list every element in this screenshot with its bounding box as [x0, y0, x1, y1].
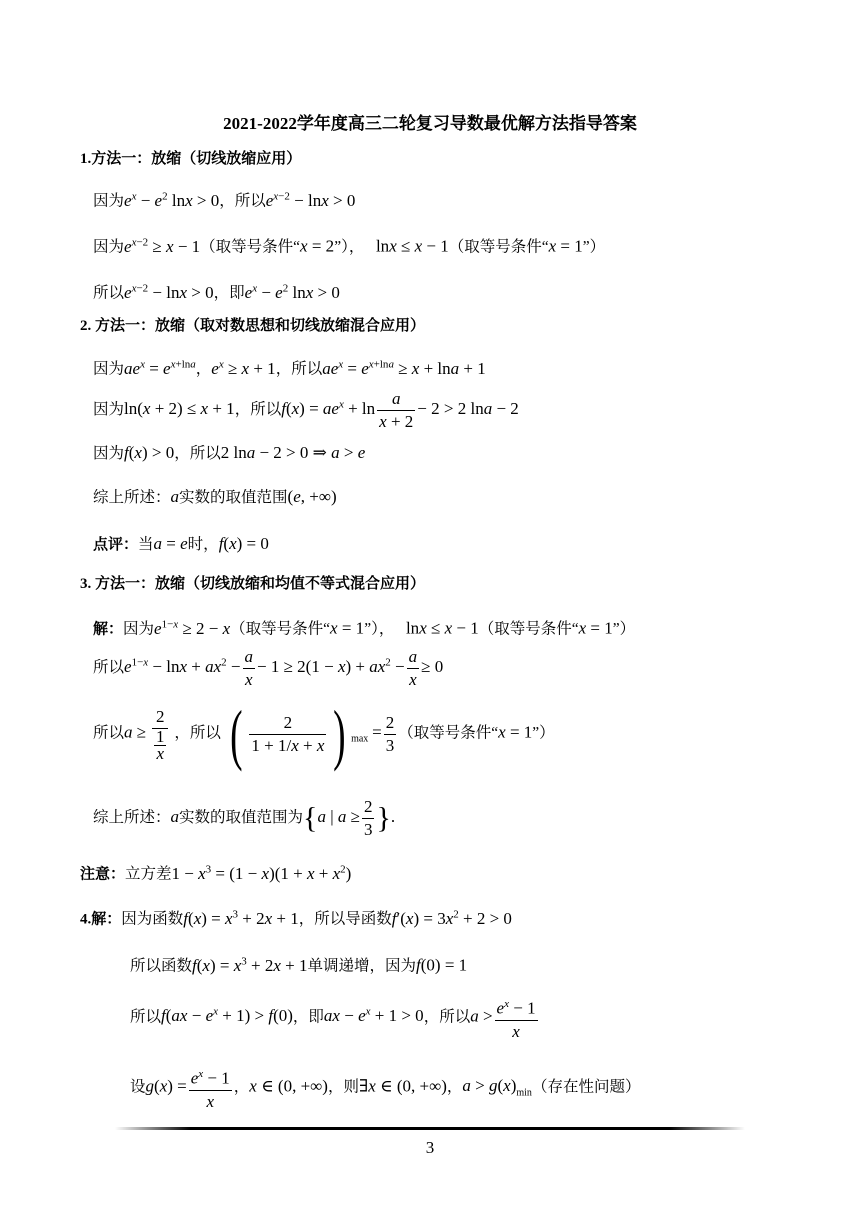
q3-line2: 所以$e^{1-x} - \ln x + ax^2$ − $\frac{a}{x}$ − $1 \ge 2(1 - x) + ax^2$ − $\frac{a}{x}$ ≥ 0 [93, 647, 444, 689]
page-number: 3 [425, 1138, 435, 1157]
q1-line3: 所以$e^{x-2} - \ln x > 0$，即$e^x - e^2$ lnx > 0 [93, 282, 340, 302]
q2-line3: 因为f(x) > 0，所以2 lna − 2 > 0 ⇒ a > e [93, 443, 366, 462]
note-line: 注意：立方差$1 - x^3 = (1 - x)(1 + x + x^2)$ [80, 863, 352, 883]
footer-rule [115, 1127, 745, 1130]
q4-line2: 所以函数$f(x) = x^3 + 2x + 1$单调递增，因为f(0) = 1 [130, 955, 468, 975]
q4-line3: 所以$f(ax - e^x + 1) > f(0)$，即ax − $e^x + 1 > 0$，所以a > $\frac{e^x - 1}{x}$ [130, 993, 540, 1043]
q1-heading: 1.方法一：放缩（切线放缩应用） [80, 151, 302, 167]
q2-heading: 2. 方法一：放缩（取对数思想和切线放缩混合应用） [80, 318, 426, 334]
q4-line1: 4.解：因为函数$f(x) = x^3 + 2x + 1$，所以导函数$f'(x) = 3x^2 + 2 > 0$ [80, 908, 512, 928]
q3-line4: 综上所述：a实数的取值范围为{a | a ≥ $\frac{2}{3}$ }. [93, 797, 396, 839]
q3-heading: 3. 方法一：放缩（切线放缩和均值不等式混合应用） [80, 576, 426, 592]
q2-line2: 因为ln(x + 2) ≤ x + 1，所以$f(x) = ae^x + \ln$ $\frac{a}{x + 2}$ − 2 > 2 lna − 2 [93, 389, 519, 431]
q2-line1: 因为$ae^x = e^{x+lna}$，$e^x \ge x + 1$，所以$ae^x = e^{x+lna} \ge x + \ln a + 1$ [93, 358, 486, 378]
q4-line4: 设g(x) = $\frac{e^x - 1}{x}$ ，x ∈ (0, +∞)，则∃x ∈ (0, +∞)，$a > g(x)_{min}$（存在性问题） [130, 1063, 640, 1113]
page-title: 2021-2022学年度高三二轮复习导数最优解方法指导答案 [223, 114, 637, 133]
q2-review: 点评：当a = e时，f(x) = 0 [93, 534, 269, 553]
q3-line1: 解：因为$e^{1-x} \ge 2 - x$（取等号条件“x = 1”）， lnx ≤ x − 1（取等号条件“x = 1”） [93, 618, 636, 638]
q2-line4: 综上所述：a实数的取值范围(e, +∞) [93, 487, 337, 506]
q1-line1: 因为$e^x - e^2$ lnx > 0，所以$e^{x-2} - \ln x > 0$ [93, 190, 356, 210]
q3-line3: 所以a ≥ $\frac{2}{\frac{1}{x}}$ ，所以 ( $\frac{2}{1 + 1/x + x}$ ) $_{max}$ = $\frac{2}{3}$ （取等号条件“x = 1”） [93, 696, 555, 772]
q1-line2: 因为$e^{x-2} \ge x - 1$（取等号条件“x = 2”）， lnx ≤ x − 1（取等号条件“x = 1”） [93, 236, 606, 256]
